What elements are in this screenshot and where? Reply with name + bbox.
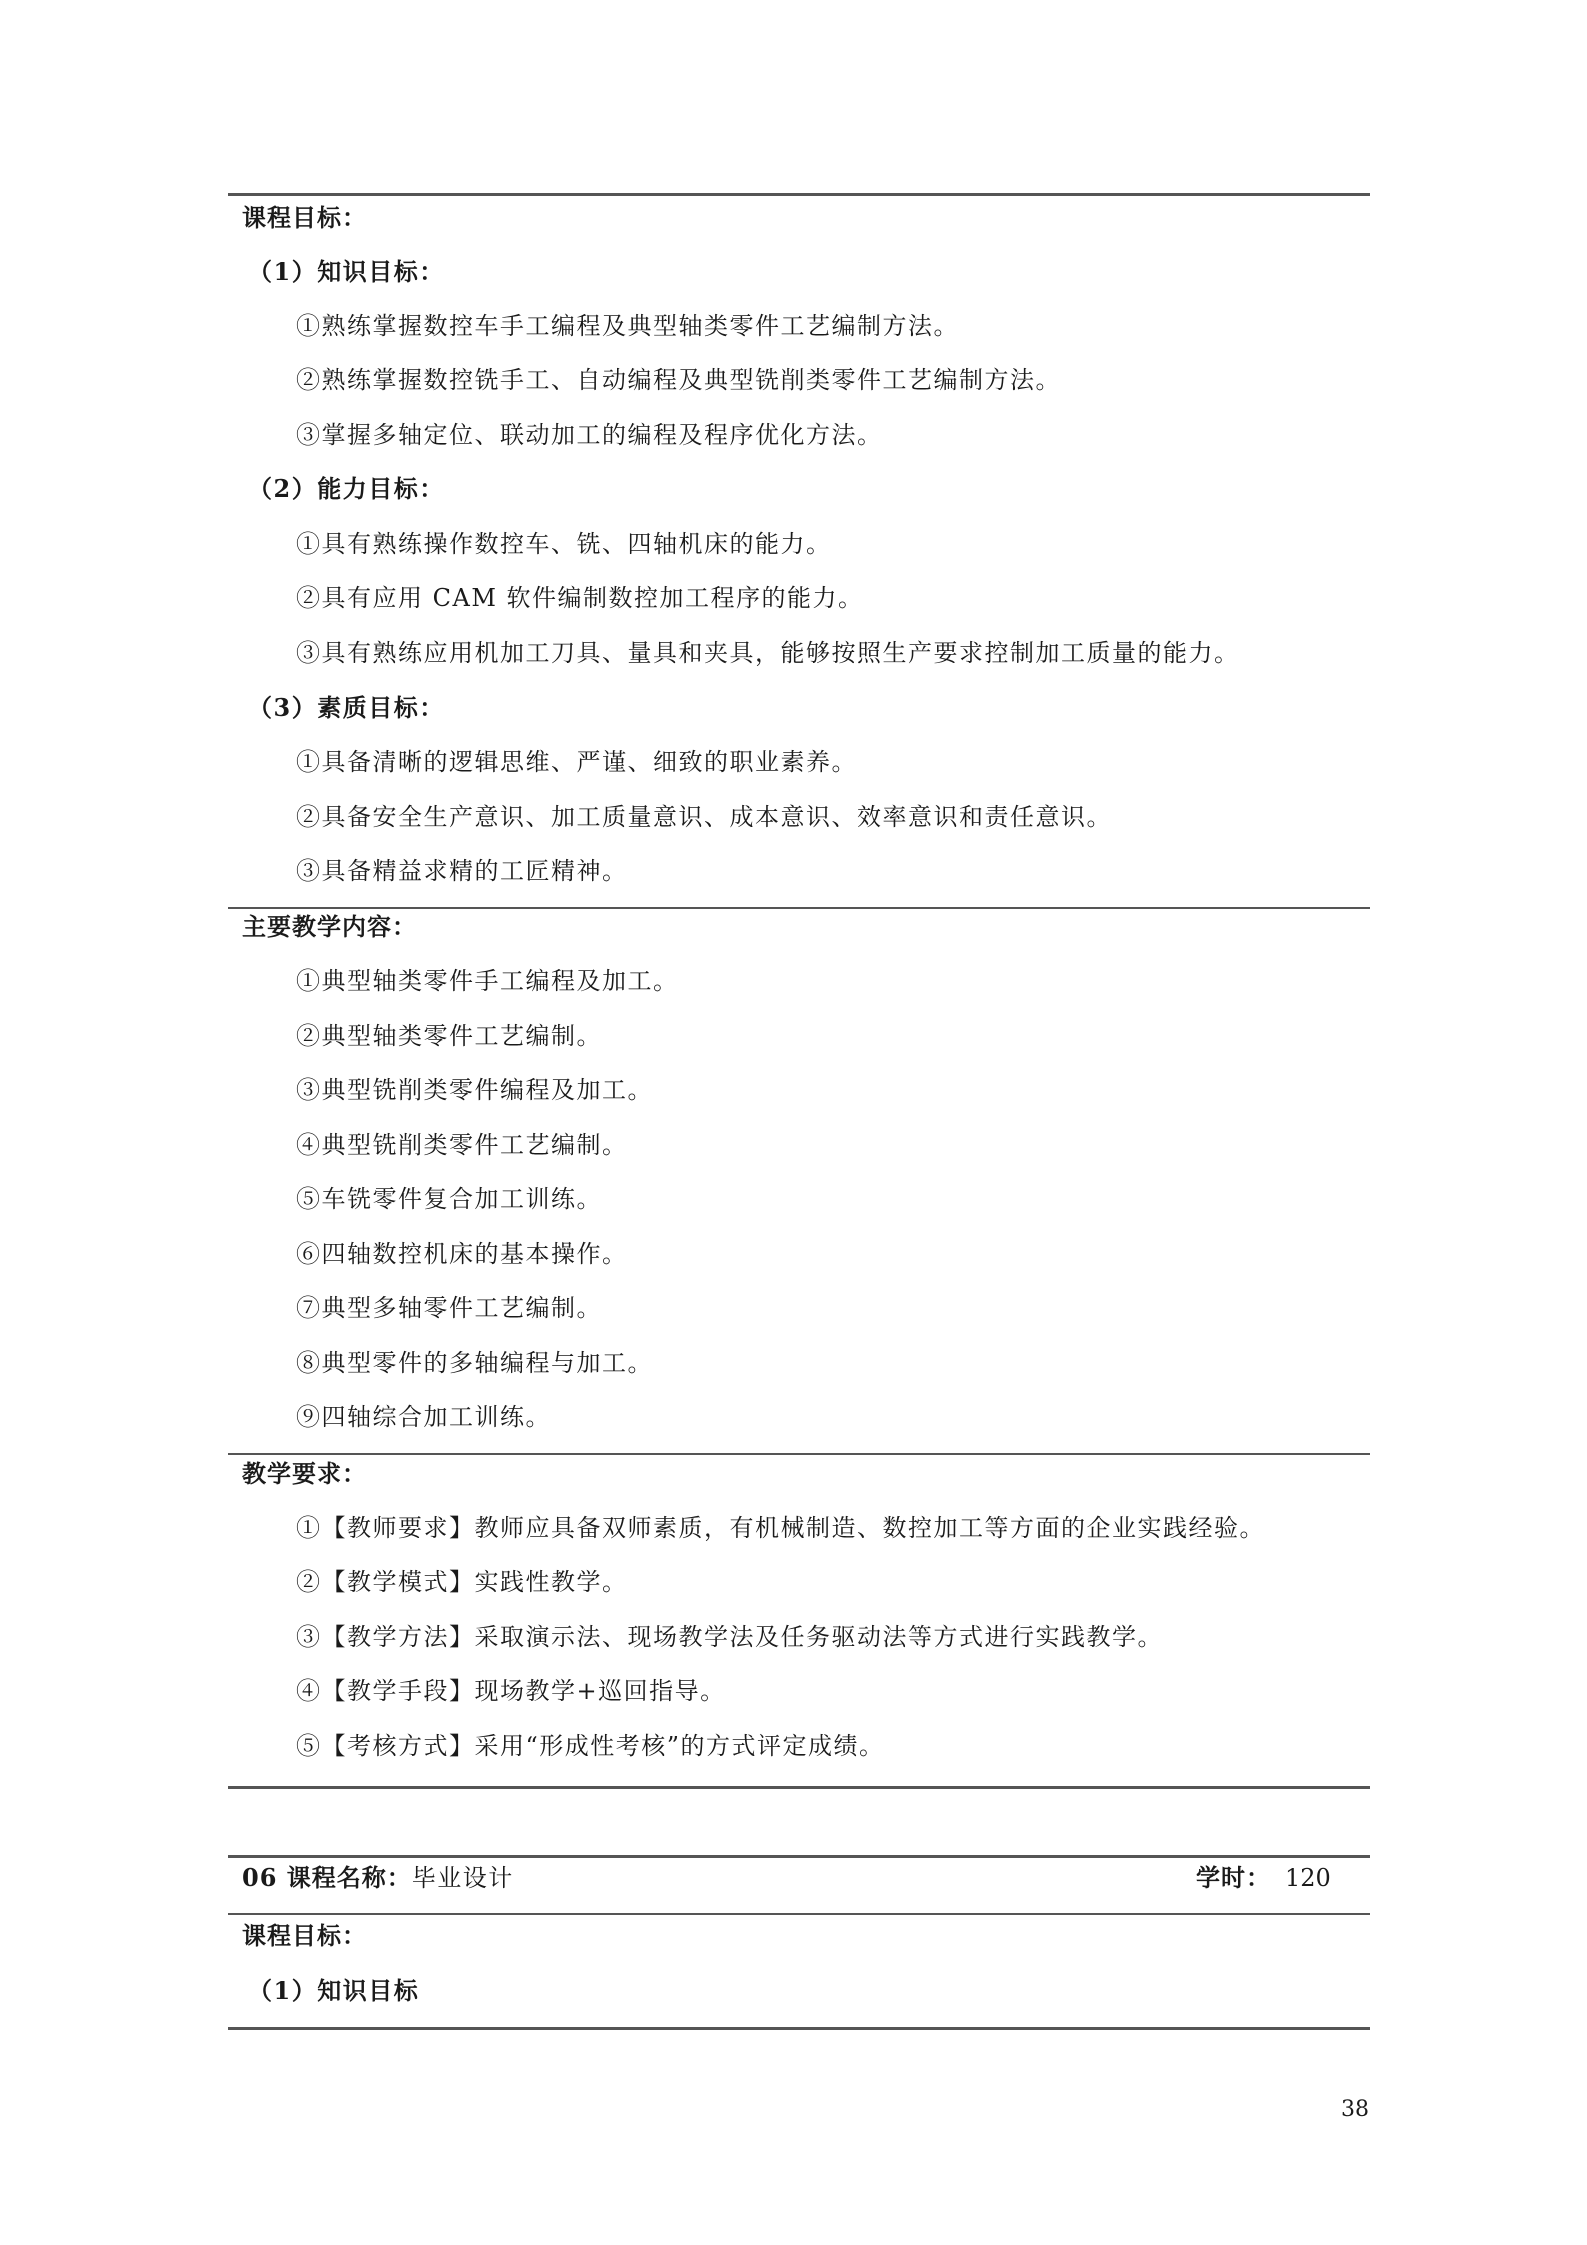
teaching-requirement-2: ②【教学模式】实践性教学。	[296, 1568, 628, 1596]
course-name-value: 毕业设计	[411, 1864, 514, 1892]
row-divider	[228, 907, 1370, 909]
teaching-requirement-3: ③【教学方法】采取演示法、现场教学法及任务驱动法等方式进行实践教学。	[296, 1623, 1163, 1651]
course-name-label: 06 课程名称：	[242, 1863, 412, 1892]
quality-goal-3: ③具备精益求精的工匠精神。	[296, 857, 628, 885]
course-goals-heading-2: 课程目标：	[242, 1921, 367, 1950]
course-name-row	[242, 1862, 514, 1894]
knowledge-goals-heading: （1）知识目标：	[248, 257, 445, 286]
course-goals-heading: 课程目标：	[242, 203, 367, 232]
table-bottom-border	[228, 1786, 1370, 1789]
teaching-content-item-2: ②典型轴类零件工艺编制。	[296, 1022, 602, 1050]
quality-goal-1: ①具备清晰的逻辑思维、严谨、细致的职业素养。	[296, 748, 857, 776]
ability-goals-heading: （2）能力目标：	[248, 474, 445, 503]
teaching-content-item-5: ⑤车铣零件复合加工训练。	[296, 1185, 602, 1213]
teaching-requirement-5: ⑤【考核方式】采用“形成性考核”的方式评定成绩。	[296, 1732, 885, 1760]
teaching-requirement-1: ①【教师要求】教师应具备双师素质，有机械制造、数控加工等方面的企业实践经验。	[296, 1514, 1265, 1542]
row-divider	[228, 1913, 1370, 1915]
ability-goal-2: ②具有应用 CAM 软件编制数控加工程序的能力。	[296, 584, 864, 612]
teaching-content-item-7: ⑦典型多轴零件工艺编制。	[296, 1294, 602, 1322]
teaching-content-heading: 主要教学内容：	[242, 912, 417, 941]
knowledge-goals-heading-2: （1）知识目标	[248, 1976, 420, 2005]
hours-label: 学时：	[1196, 1863, 1271, 1892]
ability-goal-3: ③具有熟练应用机加工刀具、量具和夹具，能够按照生产要求控制加工质量的能力。	[296, 639, 1240, 667]
table-top-border	[228, 193, 1370, 196]
table-top-border	[228, 1855, 1370, 1858]
teaching-requirement-4: ④【教学手段】现场教学+巡回指导。	[296, 1677, 726, 1705]
page-number: 38	[1341, 2097, 1369, 2122]
quality-goals-heading: （3）素质目标：	[248, 693, 445, 722]
knowledge-goal-2: ②熟练掌握数控铣手工、自动编程及典型铣削类零件工艺编制方法。	[296, 366, 1061, 394]
quality-goal-2: ②具备安全生产意识、加工质量意识、成本意识、效率意识和责任意识。	[296, 803, 1112, 831]
teaching-content-item-8: ⑧典型零件的多轴编程与加工。	[296, 1349, 653, 1377]
teaching-content-item-4: ④典型铣削类零件工艺编制。	[296, 1131, 628, 1159]
teaching-content-item-6: ⑥四轴数控机床的基本操作。	[296, 1240, 628, 1268]
table-bottom-border	[228, 2027, 1370, 2030]
hours-value: 120	[1285, 1864, 1331, 1892]
ability-goal-1: ①具有熟练操作数控车、铣、四轴机床的能力。	[296, 530, 832, 558]
row-divider	[228, 1453, 1370, 1455]
knowledge-goal-3: ③掌握多轴定位、联动加工的编程及程序优化方法。	[296, 421, 883, 449]
teaching-requirements-heading: 教学要求：	[242, 1459, 367, 1488]
hours-row	[1196, 1862, 1331, 1894]
knowledge-goal-1: ①熟练掌握数控车手工编程及典型轴类零件工艺编制方法。	[296, 312, 959, 340]
teaching-content-item-3: ③典型铣削类零件编程及加工。	[296, 1076, 653, 1104]
teaching-content-item-9: ⑨四轴综合加工训练。	[296, 1403, 551, 1431]
teaching-content-item-1: ①典型轴类零件手工编程及加工。	[296, 967, 679, 995]
